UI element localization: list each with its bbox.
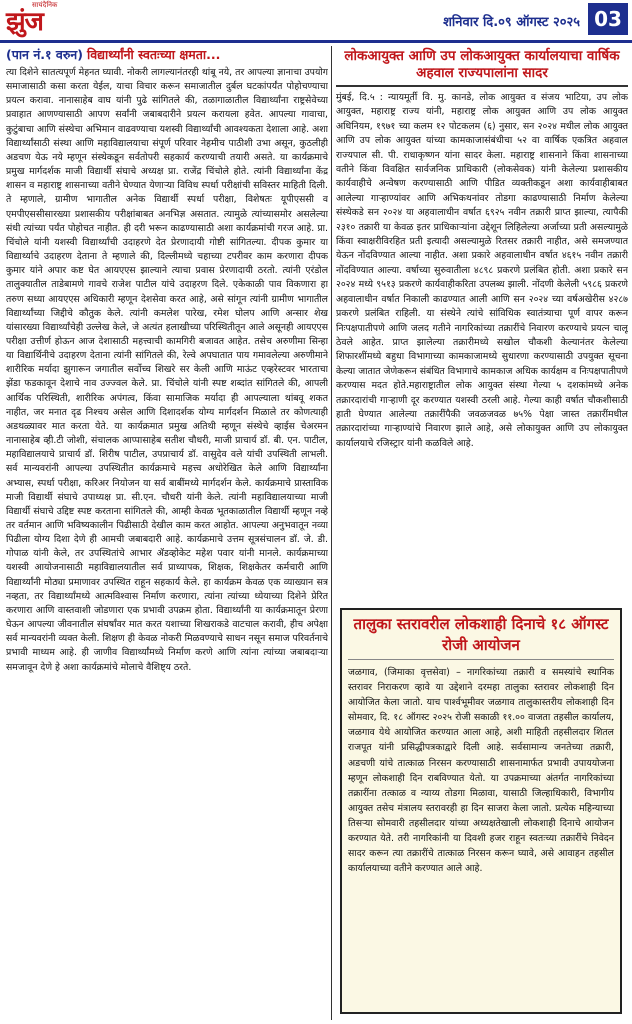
continuation-kicker: (पान नं.१ वरुन) — [6, 47, 83, 62]
left-article-headline — [6, 46, 328, 64]
page-number: 03 — [588, 3, 628, 35]
lokayukta-body: मुंबई, दि.५ : न्यायमूर्ती वि. मु. कानडे, लोक आयुक्त व संजय भाटिया, उप लोक आयुक्त, महाराष्ट्र राज्य यांनी, महाराष्ट्र लोक आयुक्त आणि उप लोक आयुक्त अधिनियम, १९७१ च्या कलम १२ पोटकलम (६) नुसार, सन २०२४ मधील लोक आयुक्त आणि उप लोक आयुक्त यांच्या कामकाजासंबंधीचा ५२ वा वार्षिक एकत्रित अहवाल राज्यपाल सी. पी. राधाकृष्णन यांना सादर केला. महाराष्ट्र शासनाने किंवा शासनाच्या वतीने किंवा विवक्षित सार्वजनिक प्राधिकारी (लोकसेवक) यांनी केलेल्या प्रशासकीय कार्यवाहीचे अन्वेषण करण्यासाठी आणि पीडित व्यक्तीकडून अशा कार्यवाहीबाबत आलेल्या गाऱ्हाण्यांवर आणि अभिकथनांवर तोडगा काढण्यासाठी निर्माण केलेल्या संस्थेकडे सन २०२४ या अहवालाधीन वर्षात ६९२५ नवीन तक्रारी प्राप्त झाल्या, त्यापैकी २३१० तक्रारी या केवळ इतर प्राधिकाऱ्यांना उद्देशून लिहिलेल्या अर्जाच्या प्रती असल्यामुळे किंवा स्वाक्षरीविरहित प्रती इत्यादी असल्यामुळे रितसर तक्रारी नाहीत, असे समजण्यात येऊन नोंदविण्यात आल्या नाहीत. अशा प्रकारे अहवालाधीन वर्षात ४६१५ नवीन तक्रारी नोंदविण्यात आल्या. वर्षाच्या सुरुवातीला ४८९८ प्रकरणे प्रलंबित होती. अशा प्रकारे सन २०२४ मध्ये ९५१३ प्रकरणे कार्यवाहीकरिता उपलब्ध झाली. नोंदणी केलेली ५९८६ प्रकरणे अहवालाधीन वर्षात निकाली काढण्यात आली आणि सन २०२४ च्या वर्षअखेरीस ४२८७ प्रकरणे प्रलंबित राहिली. या संस्थेने त्यांचे सांविधिक स्वातंत्र्याचा पूर्ण वापर करून निःपक्षपातीपणे आणि जलद गतीने नागरिकांच्या तक्रारींचे निवारण करण्याचे प्रयत्न चालू ठेवले आहेत. प्राप्त झालेल्या तक्रारीमध्ये सखोल चौकशी केल्यानंतर केलेल्या शिफारशींमध्ये बहुधा विभागाच्या कामकाजामध्ये सुधारणा करण्यासाठी उपयुक्त सूचना केल्या जातात जेणेकरून संबंधित विभागाचे कामकाज अधिक कार्यक्षम व निःपक्षपातीपणे करण्यास मदत होते.महाराष्ट्रातील लोक आयुक्त संस्था गेल्या ५ दशकांमध्ये अनेक तक्रारदारांची गाऱ्हाणी दूर करण्यात यशस्वी ठरली आहे. गेल्या काही वर्षात चौकशीसाठी हाती घेण्यात आलेल्या तक्रारींपैकी जवळजवळ ७५% पेक्षा जास्त तक्रारींमधील तक्रारदारांच्या गाऱ्हाण्यांचे निवारण झाले आहे, असे लोकायुक्त आणि उप लोकायुक्त कार्यालयाचे रजिस्ट्रार यांनी कळविले आहे. — [336, 92, 628, 449]
lokshahi-din-headline: तालुका स्तरावरील लोकशाही दिनाचे १८ ऑगस्ट रोजी आयोजन — [348, 614, 614, 660]
lokshahi-din-box — [340, 608, 622, 1014]
newspaper-logo — [6, 2, 92, 36]
left-article-body: त्या दिशेने सातत्यपूर्ण मेहनत घ्यावी. नोकरी लागल्यानंतरही थांबू नये, तर आपल्या ज्ञानाचा उपयोग समाजासाठी कसा करता येईल, याचा विचार करून समाजातील दुर्बल घटकांपर्यंत पोहोचण्याचा प्रयत्न करावा. नानासाहेब वाघ यांनी पुढे सांगितले की, तळागाळातील विद्यार्थ्यांना राष्ट्रसेवेच्या प्रवाहात आणण्यासाठी आपण सर्वांनी जबाबदारीने प्रयत्न करायला हवेत. आपल्या गावाचा, कुटुंबाचा आणि संस्थेचा अभिमान वाढवण्याचा यशस्वी विद्यार्थ्यांची आवश्यकता देशाला आहे. अशा विद्यार्थ्यांसाठी संस्था आणि महाविद्यालयाचा संपूर्ण परिवार नेहमीच पाठीशी उभा असून, कुठलीही अडचण येऊ नये म्हणून संस्थेकडून सर्वतोपरी सहकार्य करण्याची तयारी असते. या कार्यक्रमाचे प्रमुख मार्गदर्शक माजी विद्यार्थी संघाचे अध्यक्ष प्रा. राजेंद्र चिंचोले होते. त्यांनी विद्यार्थ्यांना केंद्र शासन व महाराष्ट्र शासनाच्या वतीने घेण्यात येणाऱ्या विविध स्पर्धा परीक्षांची सविस्तर माहिती दिली. ते म्हणाले, ग्रामीण भागातील अनेक विद्यार्थी स्पर्धा परीक्षा, विशेषतः यूपीएससी व एमपीएससीसारख्या प्रशासकीय परीक्षांबाबत अनभिज्ञ असतात. त्यामुळे त्यांच्यासमोर असलेल्या संधी त्यांच्या पर्यंत पोहोचत नाहीत. ही दरी भरून काढण्यासाठी अशा कार्यक्रमांची गरज आहे. प्रा. चिंचोले यांनी यशस्वी विद्यार्थ्यांची उदाहरणे देत प्रेरणादायी गोष्टी सांगितल्या. दीपक कुमार या विद्यार्थ्याचे उदाहरण देताना ते म्हणाले की, दिल्लीमध्ये चहाच्या टपरीवर काम करणारा दीपक कुमार यांने अपार कष्ट घेत आयएएस झाल्याने त्याचा प्रवास प्रेरणादायी ठरतो. त्यांनी एरंडोल तालुक्यातील ताडेबामणे गावचे राजेश पाटील यांचे उदाहरण दिले. एकेकाळी पाव विकणारा हा तरुण सध्या आयएएस अधिकारी म्हणून देशसेवा करत आहे, असे सांगून त्यांनी ग्रामीण भागातील विद्यार्थ्यांच्या जिद्दीचे कौतुक केले. त्यांनी कमलेश पारेख, रमेश घोलप आणि अन्सार शेख यांसारख्या विद्यार्थ्यांचेही उल्लेख केले, जे अत्यंत हलाखीच्या परिस्थितीतून आले असूनही आयएएस परीक्षा उत्तीर्ण होऊन आज देशासाठी महत्त्वाची कामगिरी बजावत आहेत. तसेच अरुणीमा सिन्हा या विद्यार्थिनीचे उदाहरण देताना त्यांनी सांगितले की, रेल्वे अपघातात पाय गमावलेल्या अरुणीमाने शारीरिक मर्यादा झुगारून जगातील सर्वोच्च शिखरे सर केली आणि माऊंट एव्हरेस्टवर भारताचा झेंडा फडकावून देशाचे नाव उज्ज्वल केले. प्रा. चिंचोले यांनी स्पष्ट शब्दांत सांगितले की, आपली आर्थिक परिस्थिती, शारीरिक अपंगत्व, किंवा सामाजिक मर्यादा ही आपल्याला थांबवू शकत नाहीत, जर मनात दृढ निश्चय असेल आणि दिशादर्शक योग्य मार्गदर्शन मिळाले तर कोणत्याही अडथळ्यावर मात करता येते. या कार्यक्रमात प्रमुख अतिथी म्हणून संस्थेचे व्हाईस चेअरमन नानासाहेब व्ही.टी जोशी, संचालक आप्पासाहेब सतीश चौधरी, माजी प्राचार्य डॉ. बी. एन. पाटील, महाविद्यालयाचे प्राचार्य डॉ. शिरीष पाटील, उपप्राचार्य डॉ. वासुदेव वले यांची उपस्थिती लाभली. सर्व मान्यवरांनी आपल्या उपस्थितीत कार्यक्रमाचे महत्त्व अधोरेखित केले आणि विद्यार्थ्यांना अभ्यास, स्पर्धा परीक्षा, करिअर नियोजन या सर्व बाबींमध्ये मार्गदर्शन केले. कार्यक्रमाचे प्रास्ताविक माजी विद्यार्थी संघाचे उपाध्यक्ष प्रा. सी.एन. चौधरी यांनी केले. त्यांनी महाविद्यालयाच्या माजी विद्यार्थी संघाचे उद्दिष्ट स्पष्ट करताना सांगितले की, आम्ही केवळ भूतकाळातील विद्यार्थी म्हणून नव्हे तर वर्तमान आणि भविष्यकालीन पिढीसाठी देखील काम करत आहोत. आपल्या अनुभवातून नव्या पिढीला योग्य दिशा देणे ही आमची जबाबदारी आहे. कार्यक्रमाचे उत्तम सूत्रसंचालन डॉ. जे. डी. गोपाळ यांनी केले, तर उपस्थितांचे आभार ॲडव्होकेट महेश पवार यांनी मानले. कार्यक्रमाच्या यशस्वी आयोजनासाठी महाविद्यालयातील सर्व प्राध्यापक, शिक्षक, शिक्षकेतर कर्मचारी आणि विद्यार्थ्यांनी मोठ्या प्रमाणावर उपस्थित राहून सहकार्य केले. हा कार्यक्रम केवळ एक व्याख्यान सत्र नव्हता, तर विद्यार्थ्यांमध्ये आत्मविश्वास निर्माण करणारा, त्यांना त्यांच्या ध्येयाच्या दिशेने प्रेरित करणारा आणि वास्तवाशी जोडणारा एक प्रभावी उपक्रम होता. विद्यार्थ्यांनी या कार्यक्रमातून प्रेरणा घेऊन आपल्या जीवनातील संघर्षांवर मात करत यशाच्या शिखराकडे वाटचाल करावी, हीच अपेक्षा सर्व मान्यवरांनी व्यक्त केली. शिक्षण ही केवळ नोकरी मिळवण्याचे साधन नसून समाज परिवर्तनाचे प्रभावी माध्यम आहे. ही जाणीव विद्यार्थ्यांमध्ये निर्माण करणे आणि त्यांना त्यांच्या जबाबदाऱ्या समजावून देणे हे अशा कार्यक्रमांचे मोलाचे वैशिष्ट्य ठरते. — [6, 67, 328, 673]
issue-date: शनिवार दि.०९ ऑगस्ट २०२५ — [443, 15, 580, 30]
masthead — [0, 0, 632, 43]
lokayukta-headline: लोकआयुक्त आणि उप लोकआयुक्त कार्यालयाचा वार्षिक अहवाल राज्यपालांना सादर — [336, 46, 628, 87]
logo-wordmark: झुंज — [6, 7, 43, 37]
left-article-title: विद्यार्थ्यांनी स्वतःच्या क्षमता... — [86, 47, 221, 62]
logo-tagline: सायंदैनिक — [32, 1, 58, 9]
right-column — [336, 46, 628, 1020]
left-article — [6, 46, 328, 1020]
column-divider — [331, 46, 332, 1020]
lokshahi-din-body: जळगाव, (जिमाका वृत्तसेवा) – नागरिकांच्या तक्रारी व समस्यांचे स्थानिक स्तरावर निराकरण व्हावे या उद्देशाने दरमहा तालुका स्तरावर लोकशाही दिन आयोजित केला जातो. याच पार्श्वभूमीवर जळगाव तालुकास्तरीय लोकशाही दिन सोमवार, दि. १८ ऑगस्ट २०२५ रोजी सकाळी ११.०० वाजता तहसील कार्यालय, जळगाव येथे आयोजित करण्यात आला आहे, अशी माहिती तहसीलदार शितल राजपूत यांनी प्रसिद्धीपत्रकाद्वारे दिली आहे. सर्वसामान्य जनतेच्या तक्रारी, अडचणी यांचे तात्काळ निरसन करण्यासाठी शासनामार्फत प्रभावी उपाययोजना म्हणून लोकशाही दिन राबविण्यात येतो. या उपक्रमाच्या अंतर्गत नागरिकांच्या तक्रारींना तत्काळ व न्याय्य तोडगा मिळावा, यासाठी जिल्हाधिकारी, विभागीय आयुक्त तसेच मंत्रालय स्तरावरही हा दिन साजरा केला जातो. प्रत्येक महिन्याच्या तिसऱ्या सोमवारी तहसीलदार यांच्या अध्यक्षतेखाली लोकशाही दिनाचे आयोजन करण्यात येते. तरी नागरिकांनी या दिवशी हजर राहून स्वतःच्या तक्रारींचे निवेदन सादर करून त्या तक्रारींचे तात्काळ निरसन करून घ्यावे, असे आवाहन तहसील कार्यालयाच्या वतीने करण्यात आले आहे. — [348, 667, 614, 875]
